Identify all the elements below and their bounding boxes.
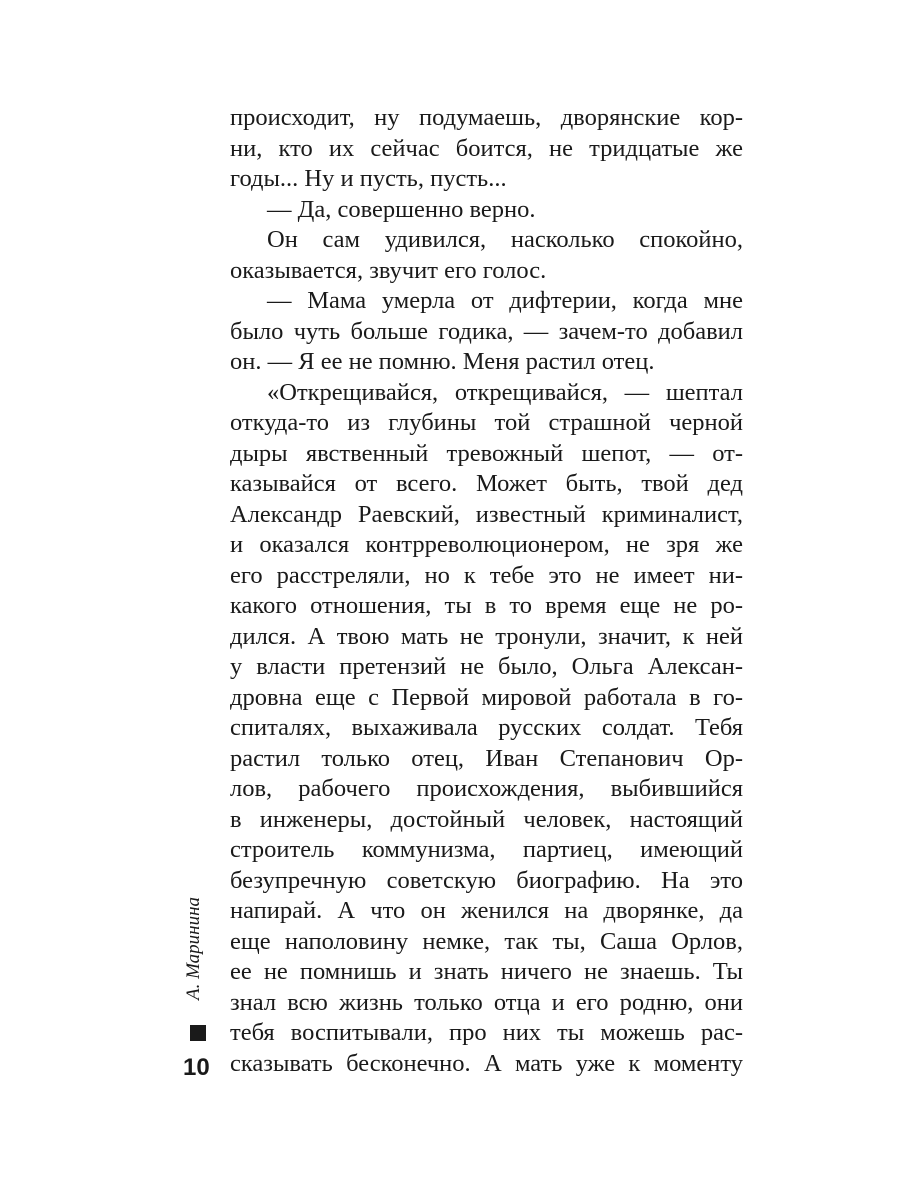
text-line: и оказался контрреволюционером, не зря же <box>230 531 743 558</box>
text-line: еще наполовину немке, так ты, Саша Орлов, <box>230 927 743 955</box>
text-line: сказывать бесконечно. А мать уже к моменту <box>230 1049 743 1077</box>
text-line: у власти претензий не было, Ольга Алексан- <box>230 653 743 680</box>
text-line: — Мама умерла от дифтерии, когда мне <box>267 287 743 314</box>
text-line: лов, рабочего происхождения, выбившийся <box>230 775 743 802</box>
text-line: знал всю жизнь только отца и его родню, они <box>230 988 743 1016</box>
text-line: Александр Раевский, известный криминалист, <box>230 500 743 528</box>
text-line: годы... Ну и пусть, пусть... <box>230 165 507 192</box>
text-line: откуда-то из глубины той страшной черной <box>230 409 743 436</box>
text-line: его расстреляли, но к тебе это не имеет ни- <box>230 561 743 589</box>
text-line: дыры явственный тревожный шепот, — от- <box>230 439 743 467</box>
page-number: 10 <box>183 1054 210 1081</box>
text-line: в инженеры, достойный человек, настоящий <box>230 805 743 833</box>
text-line: спиталях, выхаживала русских солдат. Тебя <box>230 714 743 741</box>
text-line: дровна еще с Первой мировой работала в го- <box>230 683 743 711</box>
text-line: он. — Я ее не помню. Меня растил отец. <box>230 348 655 375</box>
text-line: было чуть больше годика, — зачем-то добавил <box>230 317 743 345</box>
text-line: «Открещивайся, открещивайся, — шептал <box>267 378 743 406</box>
text-line: — Да, совершенно верно. <box>267 195 536 223</box>
text-line: ни, кто их сейчас боится, не тридцатые же <box>230 134 743 162</box>
body-text <box>230 103 743 1079</box>
text-line: безупречную советскую биографию. На это <box>230 866 743 894</box>
text-line: ее не помнишь и знать ничего не знаешь. Ты <box>230 958 743 985</box>
text-line: оказывается, звучит его голос. <box>230 256 547 284</box>
text-line: происходит, ну подумаешь, дворянские кор- <box>230 104 743 131</box>
text-line: тебя воспитывали, про них ты можешь рас- <box>230 1019 743 1046</box>
text-line: Он сам удивился, насколько спокойно, <box>267 226 743 253</box>
text-line: дился. А твою мать не тронули, значит, к ней <box>230 622 743 650</box>
square-marker-icon <box>190 1025 206 1041</box>
text-line: строитель коммунизма, партиец, имеющий <box>230 836 743 863</box>
text-line: какого отношения, ты в то время еще не ро- <box>230 592 743 619</box>
text-line: напирай. А что он женился на дворянке, да <box>230 897 743 924</box>
text-line: казывайся от всего. Может быть, твой дед <box>230 470 743 497</box>
text-line: растил только отец, Иван Степанович Ор- <box>230 744 743 772</box>
running-author-name: А. Маринина <box>183 896 204 1000</box>
